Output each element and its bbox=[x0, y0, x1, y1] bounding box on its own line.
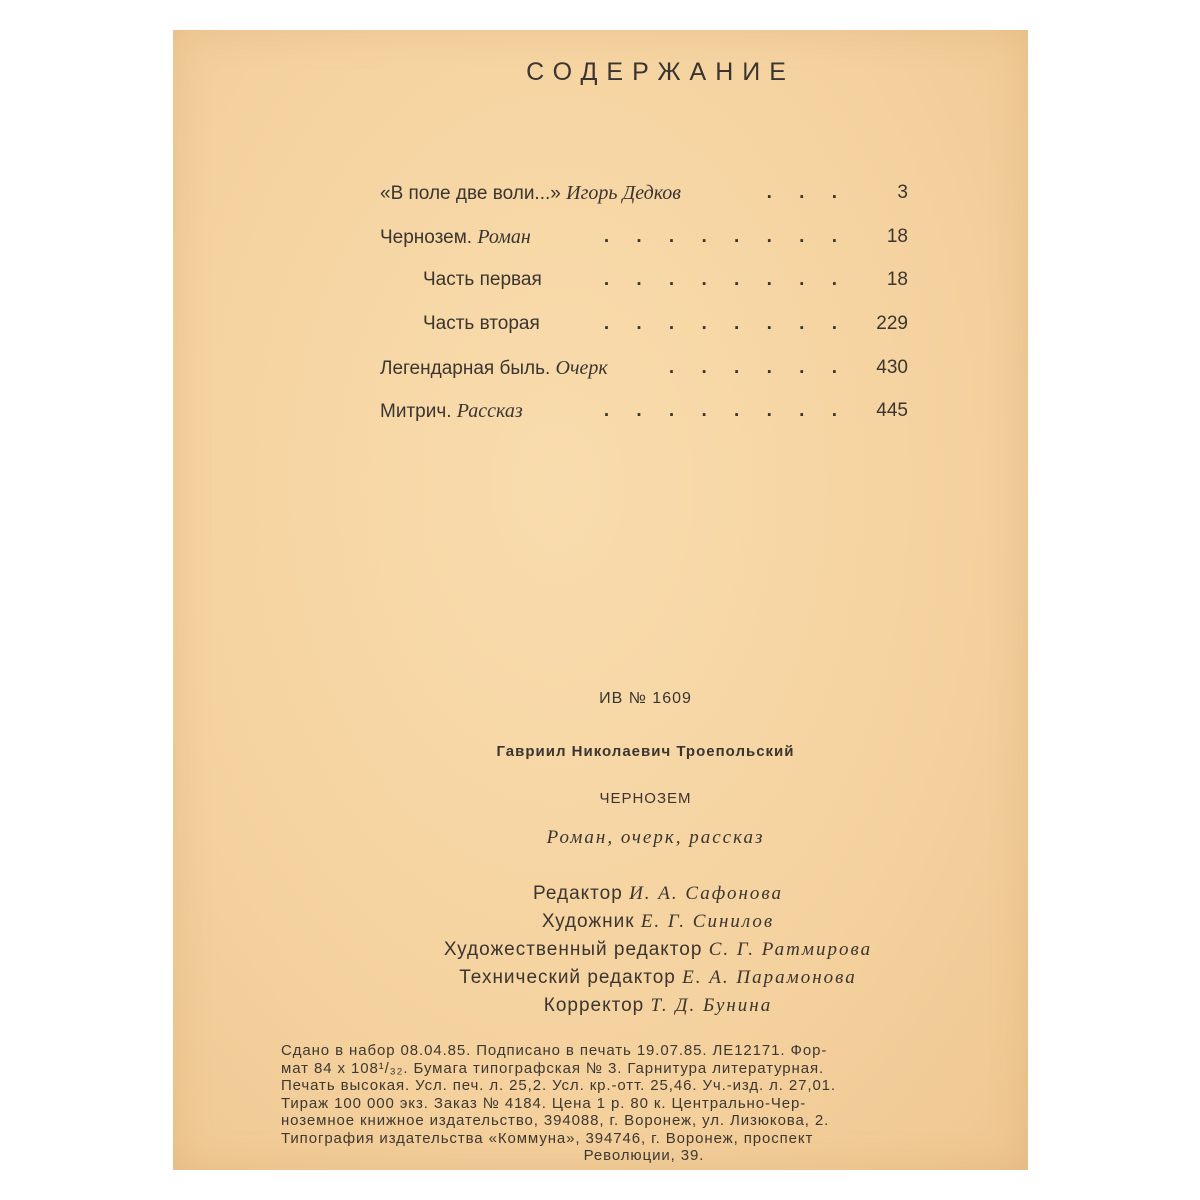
contents-heading: СОДЕРЖАНИЕ bbox=[526, 58, 795, 86]
colophon-line: ноземное книжное издательство, 394088, г. Воронеж, ул. Лизюкова, 2. bbox=[281, 1112, 830, 1129]
credit-line: Редактор И. А. Сафонова bbox=[533, 883, 783, 904]
toc-leader-dots: . . . . . . . . bbox=[603, 269, 848, 290]
toc-leader-dots: . . . . . . . . bbox=[603, 226, 848, 247]
toc-leader-dots: . . . . . . bbox=[668, 357, 848, 378]
credit-line: Художник Е. Г. Синилов bbox=[541, 911, 775, 932]
toc-entry-title: Часть вторая bbox=[423, 313, 540, 334]
toc-entry-title: Часть первая bbox=[423, 269, 542, 290]
toc-entry bbox=[380, 357, 908, 387]
toc-entry bbox=[423, 313, 908, 343]
toc-leader-dots: . . . . . . . . bbox=[603, 400, 848, 421]
publication-colophon bbox=[281, 1042, 1007, 1165]
book-page bbox=[173, 30, 1028, 1170]
ib-number: ИВ № 1609 bbox=[599, 690, 692, 707]
book-genre: Роман, очерк, рассказ bbox=[546, 827, 765, 848]
toc-entry-title: «В поле две воли...» Игорь Дедков bbox=[380, 182, 681, 204]
colophon-line: Типография издательства «Коммуна», 394746, г. Воронеж, проспект bbox=[281, 1129, 814, 1147]
credit-line: Корректор Т. Д. Бунина bbox=[543, 995, 773, 1016]
credit-line: Художественный редактор С. Г. Ратмирова bbox=[443, 939, 873, 960]
toc-page-number: 3 bbox=[897, 182, 908, 203]
toc-leader-dots: . . . . . . . . bbox=[603, 313, 848, 334]
credits-list bbox=[173, 880, 1028, 1020]
book-title: ЧЕРНОЗЕМ bbox=[599, 790, 692, 807]
colophon-line: Тираж 100 000 экз. Заказ № 4184. Цена 1 р. 80 к. Центрально-Чер- bbox=[281, 1094, 807, 1112]
toc-page-number: 18 bbox=[886, 269, 908, 290]
toc-entry-title: Чернозем. Роман bbox=[380, 226, 531, 248]
toc-entry-title: Митрич. Рассказ bbox=[380, 400, 523, 422]
author-name: Гавриил Николаевич Троепольский bbox=[496, 743, 795, 760]
toc-page-number: 18 bbox=[886, 226, 908, 247]
toc-entry bbox=[380, 182, 908, 212]
colophon-line: Революции, 39. bbox=[583, 1147, 705, 1164]
credit-line: Технический редактор Е. А. Парамонова bbox=[459, 967, 857, 988]
toc-page-number: 430 bbox=[876, 357, 908, 378]
toc-entry bbox=[423, 269, 908, 299]
toc-page-number: 229 bbox=[876, 313, 908, 334]
toc-entry bbox=[380, 226, 908, 256]
colophon-line: Сдано в набор 08.04.85. Подписано в печать 19.07.85. ЛЕ12171. Фор- bbox=[281, 1042, 828, 1059]
colophon-line: мат 84 x 108¹/₃₂. Бумага типографская № 3. Гарнитура литературная. bbox=[281, 1059, 825, 1077]
toc-page-number: 445 bbox=[876, 400, 908, 421]
toc-entry bbox=[380, 400, 908, 430]
toc-leader-dots: . . . bbox=[766, 182, 848, 203]
colophon-line: Печать высокая. Усл. печ. л. 25,2. Усл. кр.-отт. 25,46. Уч.-изд. л. 27,01. bbox=[281, 1077, 836, 1094]
toc-entry-title: Легендарная быль. Очерк bbox=[380, 357, 608, 379]
